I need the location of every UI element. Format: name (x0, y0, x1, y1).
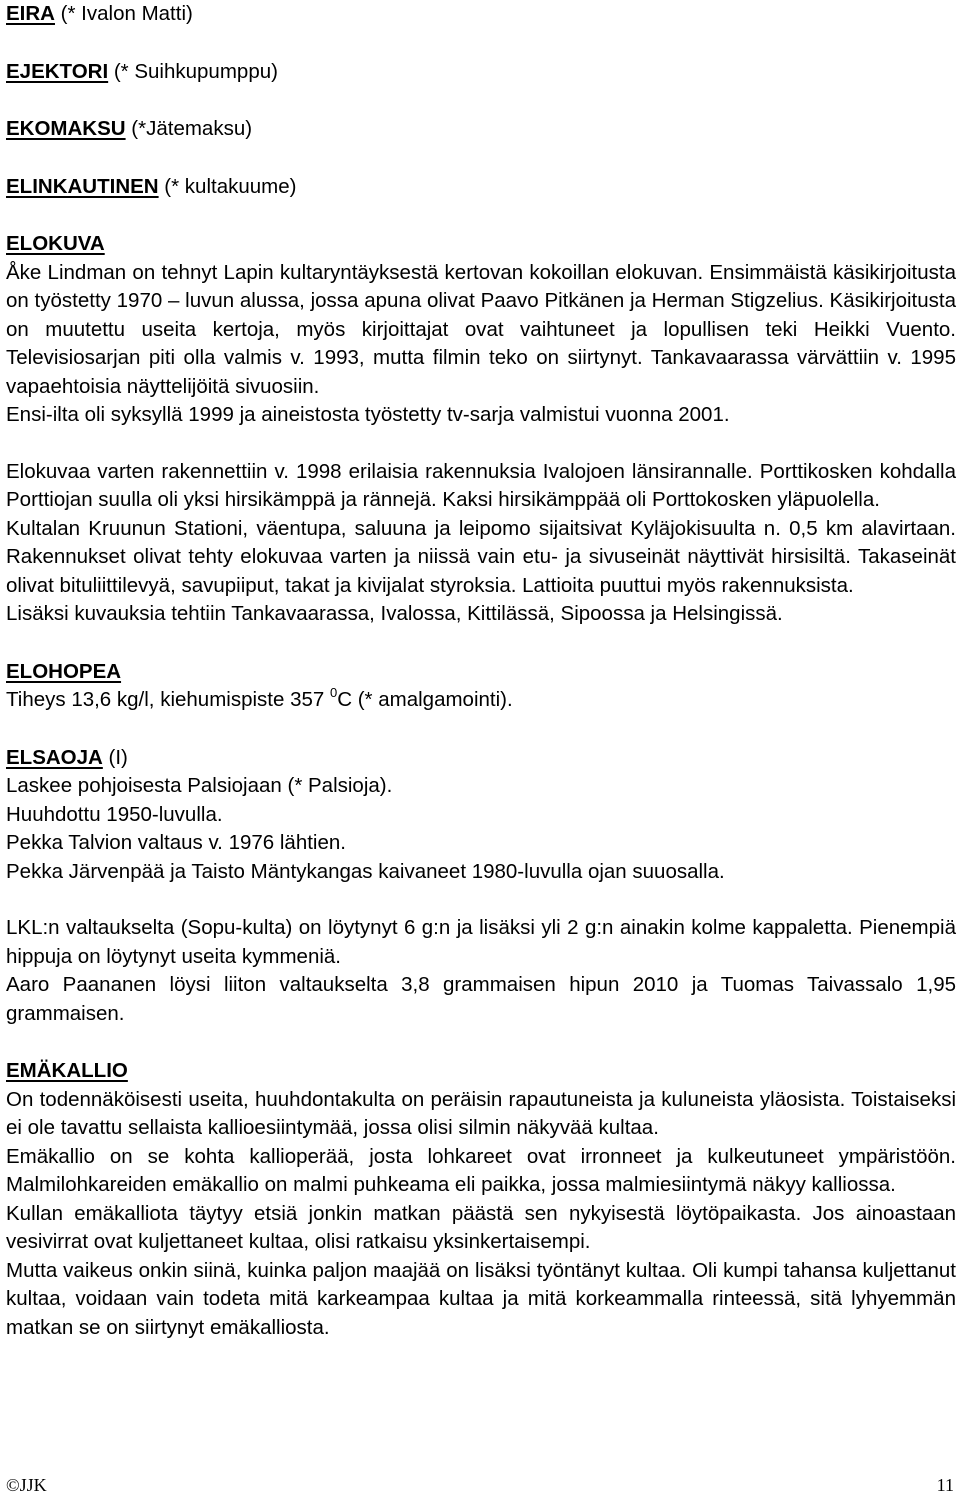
entry-elokuva-heading (6, 230, 956, 259)
entry-term: ELSAOJA (6, 745, 103, 769)
emakallio-paragraph-2: Emäkallio on se kohta kallioperää, josta lohkareet ovat irronneet ja kulkeutuneet ympäristöön. Malmilohkareiden emäkallio on malmi puhkeama eli paikka, jossa malmiesiintymä näkyy kalliossa. (6, 1144, 956, 1196)
elsaoja-line-2: Huuhdottu 1950-luvulla. (6, 802, 223, 826)
elokuva-paragraph-3: Elokuvaa varten rakennettiin v. 1998 erilaisia rakennuksia Ivalojoen länsirannalle. Porttikosken kohdalla Porttiojan suulla oli yksi hirsikämppä ja rännejä. Kaksi hirsikämppää oli Porttokosken yläpuolella. (6, 459, 956, 511)
entry-note: (* Ivalon Matti) (54, 2, 193, 25)
entry-eira (6, 0, 956, 29)
elsaoja-paragraph-2: Aaro Paananen löysi liiton valtaukselta 3,8 grammaisen hipun 2010 ja Tuomas Taivassalo 1,95 grammaisen. (6, 973, 956, 1025)
entry-term: EIRA (6, 2, 55, 25)
elsaoja-paragraph-1: LKL:n valtaukselta (Sopu-kulta) on löytynyt 6 g:n ja lisäksi yli 2 g:n ainakin kolme kappaletta. Pienempiä hippuja on löytynyt useita kymmeniä. (6, 916, 956, 968)
page-footer (6, 1474, 954, 1496)
elohopea-text-before: Tiheys 13,6 kg/l, kiehumispiste 357 (6, 688, 330, 711)
entry-term: EMÄKALLIO (6, 1059, 128, 1082)
copyright-mark: ©JJK (6, 1475, 47, 1495)
elohopea-paragraph (6, 686, 956, 715)
degree-superscript: 0 (330, 685, 338, 700)
elokuva-paragraph-1: Åke Lindman on tehnyt Lapin kultaryntäyksestä kertovan kokoillan elokuvan. Ensimmäistä käsikirjoitusta on työstetty 1970 – luvun alussa, jossa apuna olivat Paavo Pitkänen ja Herman Stigzelius. Käsikirjoitusta on muutettu useita kertoja, myös kirjoittajat ovat vaihtuneet ja lopullisen teki Heikki Vuento. Televisiosarjan piti olla valmis v. 1993, mutta filmin teko on siirtynyt. Tankavaarassa värvättiin v. 1995 vapaehtoisia näyttelijöitä sivuosiin. (6, 260, 956, 398)
elsaoja-line-1: Laskee pohjoisesta Palsiojaan (* Palsioja). (6, 774, 393, 797)
elohopea-text-after: C (* amalgamointi). (337, 688, 513, 711)
elsaoja-line-4: Pekka Järvenpää ja Taisto Mäntykangas kaivaneet 1980-luvulla ojan suuosalla. (6, 859, 725, 883)
elsaoja-line-3: Pekka Talvion valtaus v. 1976 lähtien. (6, 831, 346, 854)
entry-term: EKOMAKSU (6, 117, 126, 140)
entry-note: (I) (102, 745, 128, 769)
elokuva-paragraph-2: Ensi-ilta oli syksyllä 1999 ja aineistosta työstetty tv-sarja valmistui vuonna 2001. (6, 403, 730, 426)
entry-elsaoja-heading (6, 744, 956, 773)
elokuva-paragraph-4: Kultalan Kruunun Stationi, väentupa, saluuna ja leipomo sijaitsivat Kyläjokisuulta n. 0,5 km alavirtaan. Rakennukset olivat tehty elokuvaa varten ja niissä vain etu- ja sivuseinät näyttivät hirsisiltä. Takaseinät olivat bituliittilevyä, savupiiput, takat ja kivijalat styroksia. Lattioita puuttui myös rakennuksista. (6, 516, 956, 597)
entry-ejektori (6, 58, 956, 87)
entry-note: (* Suihkupumppu) (108, 59, 278, 83)
page-number: 11 (936, 1475, 954, 1495)
entry-term: ELINKAUTINEN (6, 174, 159, 198)
entry-term: ELOHOPEA (6, 659, 122, 683)
emakallio-paragraph-4: Mutta vaikeus onkin siinä, kuinka paljon maajää on lisäksi työntänyt kultaa. Oli kumpi tahansa kuljettanut kultaa, voidaan vain todeta mitä karkeampaa kultaa ja mitä korkeammalla rinteessä, sitä lyhyemmän matkan se on siirtynyt emäkalliosta. (6, 1258, 956, 1339)
entry-elohopea-heading (6, 658, 956, 687)
entry-note: (*Jätemaksu) (125, 117, 253, 140)
entry-term: EJEKTORI (6, 59, 109, 83)
entry-note: (* kultakuume) (158, 174, 297, 198)
entry-ekomaksu (6, 115, 956, 144)
emakallio-paragraph-1: On todennäköisesti useita, huuhdontakulta on peräisin rapautuneista ja kuluneista yläosista. Toistaiseksi ei ole tavattu sellaista kallioesiintymää, jossa olisi silmin näkyvää kultaa. (6, 1087, 956, 1139)
emakallio-paragraph-3: Kullan emäkalliota täytyy etsiä jonkin matkan päästä sen nykyisestä löytöpaikasta. Jos ainoastaan vesivirrat ovat kuljettaneet kultaa, olisi ratkaisu yksinkertaisempi. (6, 1201, 956, 1253)
entry-emakallio-heading (6, 1057, 956, 1086)
entry-term: ELOKUVA (6, 232, 105, 255)
elokuva-paragraph-5: Lisäksi kuvauksia tehtiin Tankavaarassa, Ivalossa, Kittilässä, Sipoossa ja Helsingissä. (6, 602, 783, 625)
document-page (6, 0, 956, 1342)
entry-elinkautinen (6, 173, 956, 202)
